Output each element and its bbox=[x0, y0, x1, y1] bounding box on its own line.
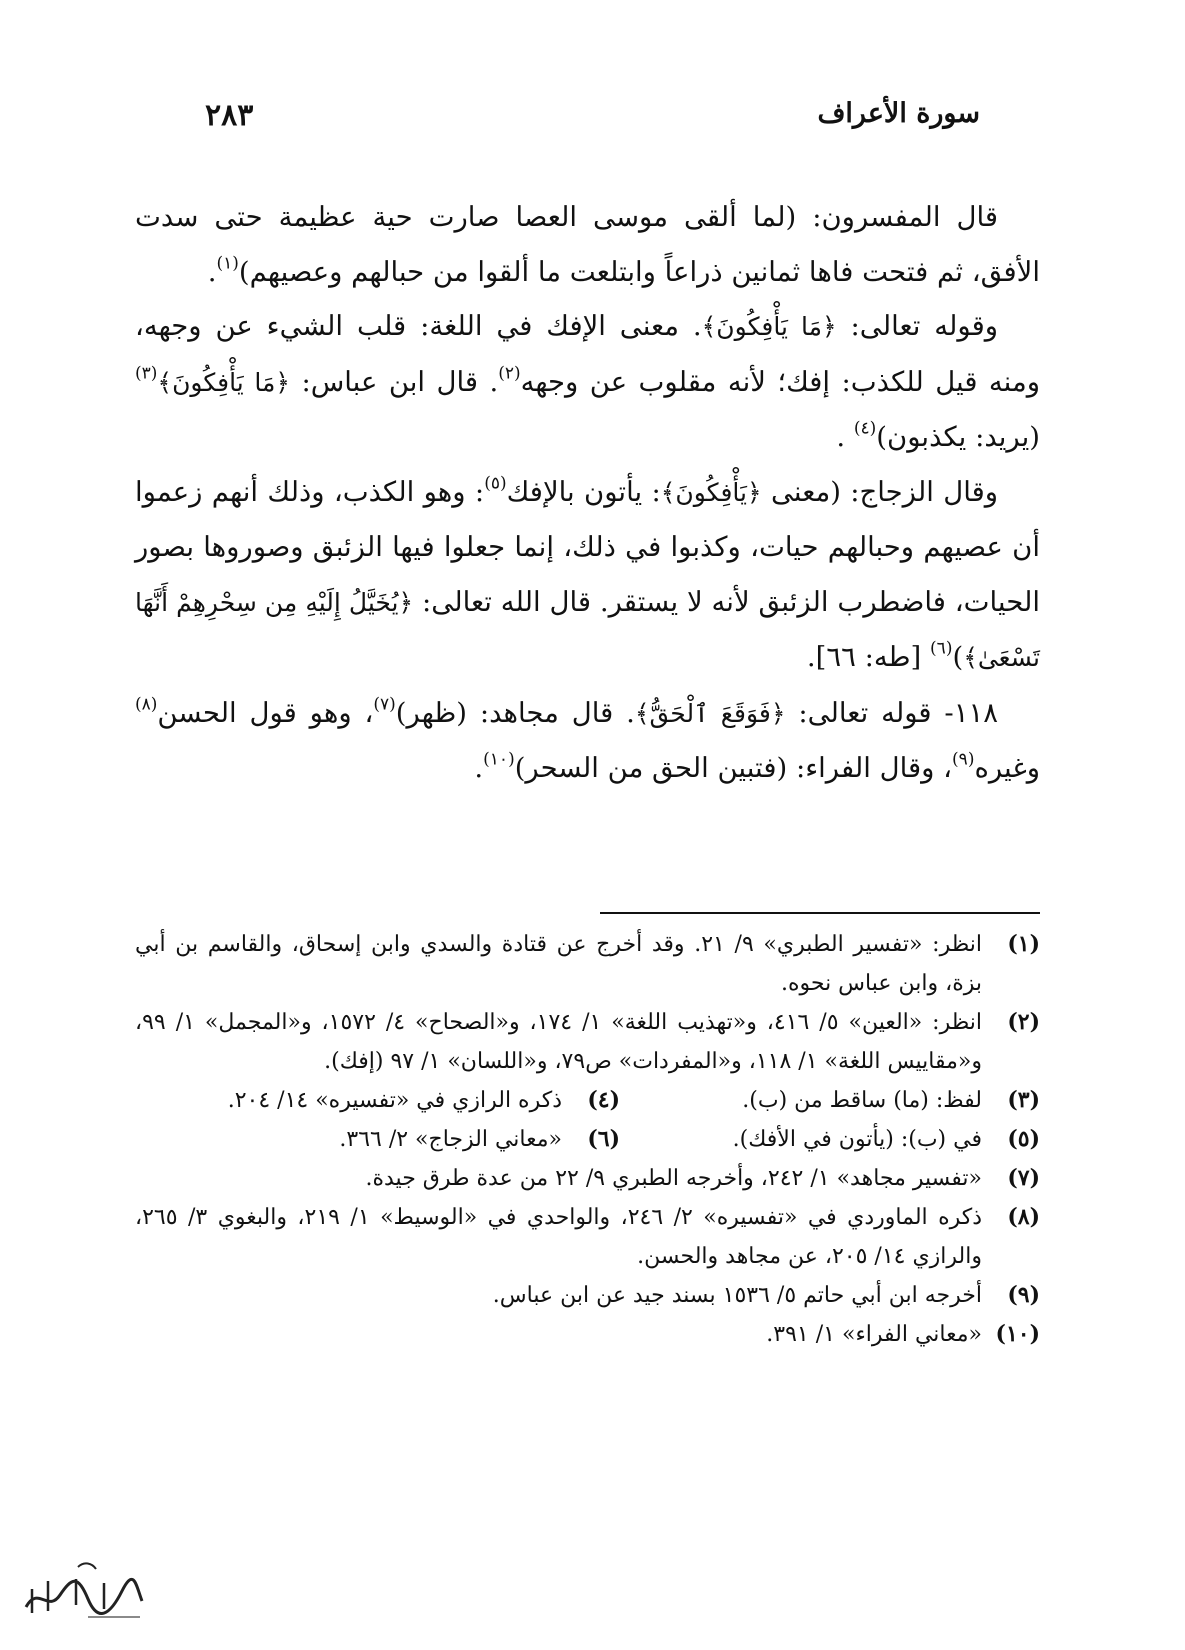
text: . قال ابن عباس: bbox=[290, 365, 499, 398]
footnote-2 bbox=[135, 1003, 1040, 1081]
text: وقال الزجاج: (معنى bbox=[761, 475, 998, 508]
text: ) bbox=[952, 641, 964, 673]
footnote-number: (٣) bbox=[1007, 1087, 1040, 1113]
footnote-ref[interactable]: (١) bbox=[216, 252, 239, 273]
footnote-text: لفظ: (ما) ساقط من (ب). bbox=[742, 1088, 982, 1113]
quran-verse: ﴿يَأْفِكُونَ﴾ bbox=[660, 477, 762, 507]
quran-verse: ﴿مَا يَأْفِكُونَ﴾ bbox=[157, 367, 290, 397]
footnote-text: في (ب): (يأتون في الأفك). bbox=[732, 1127, 982, 1152]
quran-verse: ﴿مَا يَأْفِكُونَ﴾ bbox=[701, 312, 837, 341]
footnote-4 bbox=[228, 1081, 620, 1120]
text: . قال مجاهد: (ظهر) bbox=[395, 696, 635, 729]
text: . معنى الإفك في اللغة: قلب الشيء عن وجهه، ومنه قيل للكذب: إفك؛ لأنه مقلوب عن وجهه bbox=[135, 310, 1040, 398]
surah-title: سورة الأعراف bbox=[817, 98, 980, 129]
text: : يأتون بالإفك bbox=[506, 475, 661, 508]
paragraph-4 bbox=[135, 686, 1040, 796]
footnote-text: «معاني الزجاج» ٢/ ٣٦٦. bbox=[339, 1127, 562, 1152]
footnote-text: ذكره الرازي في «تفسيره» ١٤/ ٢٠٤. bbox=[227, 1088, 562, 1113]
text: قال المفسرون: (لما ألقى موسى العصا صارت حية عظيمة حتى سدت الأفق، ثم فتحت فاها ثمانين ذراعاً وابتلعت ما ألقوا من حبالهم وعصيهم) bbox=[135, 201, 1040, 288]
footnotes bbox=[135, 925, 1040, 1354]
paragraph-3 bbox=[135, 465, 1040, 686]
text: وغيره bbox=[974, 752, 1040, 784]
text: [طه: ٦٦]. bbox=[806, 641, 931, 673]
footnote-ref[interactable]: (٨) bbox=[135, 693, 158, 714]
footnote-number: (٧) bbox=[1007, 1165, 1040, 1191]
page-header bbox=[205, 98, 980, 142]
footnote-6 bbox=[339, 1120, 620, 1159]
footnote-text: «معاني الفراء» ١/ ٣٩١. bbox=[766, 1322, 982, 1347]
text: (يريد: يكذبون) bbox=[876, 421, 1040, 453]
page-number: ٢٨٣ bbox=[205, 98, 254, 133]
quran-verse: ﴿فَوَقَعَ ٱلْحَقُّ﴾ bbox=[634, 698, 786, 728]
footnote-number: (٥) bbox=[1007, 1126, 1040, 1152]
text: . bbox=[474, 752, 484, 784]
footnote-number: (٦) bbox=[587, 1126, 620, 1152]
footnote-text: انظر: «العين» ٥/ ٤١٦، و«تهذيب اللغة» ١/ ١٧٤، و«الصحاح» ٤/ ١٥٧٢، و«المجمل» ١/ ٩٩، و«مقاييس اللغة» ١/ ١١٨، و«المفردات» ص٧٩، و«اللسان» ١/ ٩٧ (إفك). bbox=[135, 1010, 983, 1074]
footnote-ref[interactable]: (٩) bbox=[952, 749, 975, 770]
text: ، وهو قول الحسن bbox=[157, 696, 374, 729]
text: وقوله تعالى: bbox=[836, 310, 999, 342]
footnote-text: «تفسير مجاهد» ١/ ٢٤٢، وأخرجه الطبري ٩/ ٢٢ من عدة طرق جيدة. bbox=[365, 1166, 982, 1191]
footnote-10 bbox=[135, 1315, 1040, 1354]
footnote-9 bbox=[135, 1276, 1040, 1315]
text: . bbox=[207, 255, 217, 288]
text: . bbox=[836, 421, 854, 453]
quran-verse: ﴿يُخَيَّلُ إِلَيْهِ مِن سِحْرِهِمْ أَنَّهَا تَسْعَىٰ﴾ bbox=[135, 587, 1040, 672]
footnote-text: ذكره الماوردي في «تفسيره» ٢/ ٢٤٦، والواحدي في «الوسيط» ١/ ٢١٩، والبغوي ٣/ ٢٦٥، والرازي ١٤/ ٢٠٥، عن مجاهد والحسن. bbox=[135, 1205, 983, 1269]
footnote-number: (١٠) bbox=[995, 1321, 1040, 1347]
footnote-ref[interactable]: (٢) bbox=[498, 362, 521, 383]
footnote-ref[interactable]: (١٠) bbox=[483, 749, 515, 770]
footnote-text: أخرجه ابن أبي حاتم ٥/ ١٥٣٦ بسند جيد عن ابن عباس. bbox=[492, 1283, 982, 1308]
footnote-ref[interactable]: (٦) bbox=[930, 638, 953, 659]
text: ١١٨- قوله تعالى: bbox=[785, 696, 998, 729]
footnote-divider bbox=[600, 912, 1040, 914]
footnote-ref[interactable]: (٧) bbox=[373, 693, 396, 714]
footnote-7 bbox=[135, 1159, 1040, 1198]
footnote-text: انظر: «تفسير الطبري» ٩/ ٢١. وقد أخرج عن قتادة والسدي وابن إسحاق، والقاسم بن أبي بزة، وابن عباس نحوه. bbox=[135, 932, 983, 996]
main-text bbox=[135, 190, 1040, 796]
footnote-row-3-4 bbox=[135, 1081, 1040, 1120]
paragraph-2 bbox=[135, 299, 1040, 465]
footnote-number: (١) bbox=[1007, 931, 1040, 957]
footnote-row-5-6 bbox=[135, 1120, 1040, 1159]
footnote-ref[interactable]: (٣) bbox=[135, 362, 158, 383]
footnote-3 bbox=[620, 1081, 1040, 1120]
footnote-1 bbox=[135, 925, 1040, 1003]
footnote-number: (٢) bbox=[1007, 1009, 1040, 1035]
footnote-number: (٩) bbox=[1007, 1282, 1040, 1308]
text: : وهو الكذب، وذلك أنهم زعموا أن عصيهم وحبالهم حيات، وكذبوا في ذلك، إنما جعلوا فيها الزئبق وصوروها بصور الحيات، فاضطرب الزئبق لأنه لا يستقر. قال الله تعالى: bbox=[135, 475, 1041, 618]
footnote-ref[interactable]: (٤) bbox=[853, 418, 877, 439]
footnote-5 bbox=[620, 1120, 1040, 1159]
paragraph-1 bbox=[135, 190, 1040, 299]
footnote-8 bbox=[135, 1198, 1040, 1276]
footnote-number: (٤) bbox=[587, 1087, 620, 1113]
publisher-stamp-logo bbox=[18, 1555, 148, 1625]
footnote-ref[interactable]: (٥) bbox=[484, 472, 507, 493]
text: ، وقال الفراء: (فتبين الحق من السحر) bbox=[514, 752, 953, 784]
footnote-number: (٨) bbox=[1007, 1204, 1040, 1230]
